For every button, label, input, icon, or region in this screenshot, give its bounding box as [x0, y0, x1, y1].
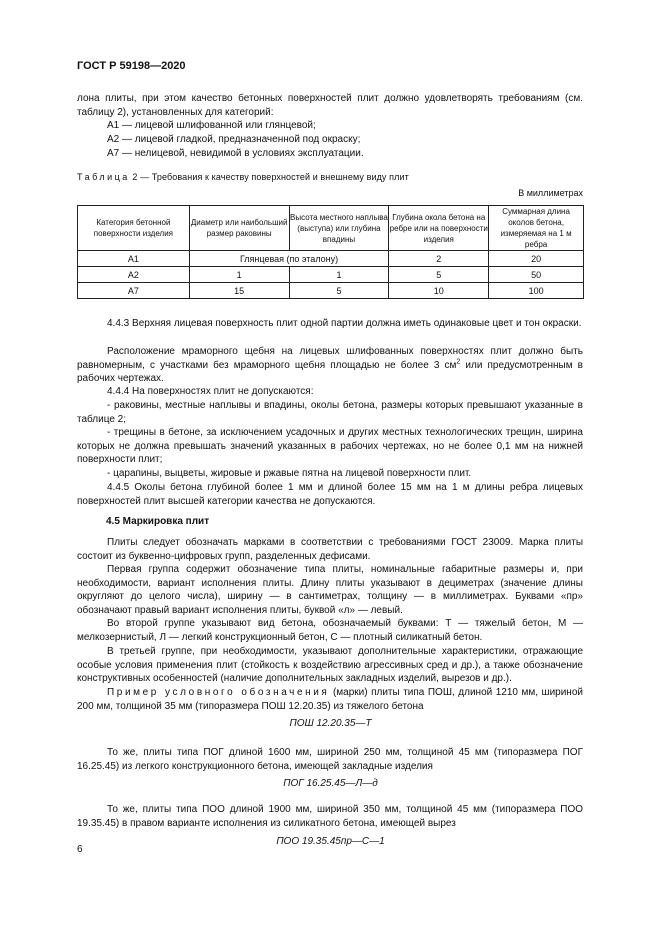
intro-paragraph: лона плиты, при этом качество бетонных поверхностей плит должно удовлетворять требованиям (см. таблицу 2), установленных для категорий: [77, 93, 583, 118]
cell-depth: 10 [389, 283, 489, 299]
cell-depth: 2 [389, 251, 489, 267]
category-a1: А1 — лицевой шлифованной или глянцевой; [107, 120, 316, 131]
surface-quality-table [77, 205, 584, 299]
clause-4-4-5: 4.4.5 Околы бетона глубиной более 1 мм и длиной более 15 мм на 1 м длины ребра лицевых поверхностей плит высшей категории качества не допускаются. [77, 482, 583, 507]
cell-depth: 5 [389, 267, 489, 283]
marking-paragraph: Плиты следует обозначать марками в соответствии с требованиями ГОСТ 23009. Марка плиты состоит из буквенно-цифровых групп, разделенных дефисами. [77, 537, 583, 562]
cell-sum: 50 [489, 267, 584, 283]
category-a7: А7 — нелицевой, невидимой в условиях эксплуатации. [107, 148, 364, 159]
marble-sup: 2 [456, 358, 461, 366]
category-a2: А2 — лицевой гладкой, предназначенной под окраску; [107, 134, 361, 145]
cell-category: А7 [78, 283, 190, 299]
cell-category: А1 [78, 251, 190, 267]
header-height: Высота местного наплыва (выступа) или глубина впадины [289, 206, 389, 251]
standard-header: ГОСТ Р 59198—2020 [77, 60, 186, 72]
example-formula: ПОГ 16.25.45—Л—д [283, 778, 378, 789]
defect-item: - раковины, местные наплывы и впадины, околы бетона, размеры которых превышают указанные в таблице 2; [77, 400, 583, 425]
defect-item: - трещины в бетоне, за исключением усадочных и других местных технологических трещин, ширина которых не должна превышать значений указанных в рабочих чертежах, но не более 0,1 мм на нижней поверхности плит; [77, 427, 583, 466]
table-header-row [78, 206, 584, 251]
header-category: Категория бетонной поверхности изделия [78, 206, 190, 251]
marking-paragraph: В третьей группе, при необходимости, указывают дополнительные характеристики, отражающие особые условия применения плит (стойкость к воздействию агрессивных сред и др.), а также обозначение конструктивных особенностей (наличие дополнительных закладных изделий, вырезов и др.). [77, 646, 583, 685]
header-total-length: Суммарная длина околов бетона, измеряемая на 1 м ребра [489, 206, 584, 251]
page-number: 6 [77, 844, 83, 855]
table-caption-word: Таблица [77, 172, 130, 182]
example-label: Пример условного обозначения [107, 687, 330, 698]
example-paragraph: То же, плиты типа ПОО длиной 1900 мм, шириной 350 мм, толщиной 45 мм (типоразмера ПОО 19.35.45) в правом варианте исполнения из силикатного бетона, имеющей вырез [77, 804, 583, 829]
table-row [78, 251, 584, 267]
marking-paragraph: Во второй группе указывают вид бетона, обозначаемый буквами: Т — тяжелый бетон, М — мелкозернистый, Л — легкий конструкционный бетон, С — плотный силикатный бетон. [77, 618, 583, 643]
cell-category: А2 [78, 267, 190, 283]
cell-height: 5 [289, 283, 389, 299]
section-title: 4.5 Маркировка плит [106, 516, 210, 527]
clause-4-4-4: 4.4.4 На поверхностях плит не допускаются: [107, 386, 314, 397]
marble-paragraph [77, 345, 583, 386]
table-row [78, 267, 584, 283]
example-formula: ПОШ 12.20.35—Т [289, 718, 372, 729]
cell-sum: 100 [489, 283, 584, 299]
header-depth: Глубина окола бетона на ребре или на поверхности изделия [389, 206, 489, 251]
table-caption [77, 172, 409, 182]
cell-diameter: 1 [189, 267, 289, 283]
table-caption-text: 2 — Требования к качеству поверхностей и внешнему виду плит [129, 172, 409, 182]
example-text: (марки) плиты типа ПОШ, длиной 1210 мм, шириной 200 мм, толщиной 35 мм (типоразмера ПОШ 12.20.35) из тяжелого бетона [77, 687, 583, 712]
table-units: В миллиметрах [518, 188, 583, 198]
defect-item: - царапины, выцветы, жировые и ржавые пятна на лицевой поверхности плит. [107, 468, 472, 479]
example-paragraph [77, 686, 583, 713]
cell-merged: Глянцевая (по эталону) [189, 251, 389, 267]
cell-diameter: 15 [189, 283, 289, 299]
clause-4-4-3: 4.4.3 Верхняя лицевая поверхность плит одной партии должна иметь одинаковые цвет и тон окраски. [107, 318, 582, 329]
example-paragraph: То же, плиты типа ПОГ длиной 1600 мм, шириной 250 мм, толщиной 45 мм (типоразмера ПОГ 16.25.45) из легкого конструкционного бетона, имеющей закладные изделия [77, 747, 583, 772]
example-formula: ПОО 19.35.45пр—С—1 [276, 836, 385, 847]
marble-text-a: Расположение мраморного щебня на лицевых шлифованных поверхностях плит должно быть равномерным, с участками без мраморного щебня площадью не более 3 см [77, 346, 583, 371]
cell-sum: 20 [489, 251, 584, 267]
marking-paragraph: Первая группа содержит обозначение типа плиты, номинальные габаритные размеры и, при необходимости, вариант исполнения плиты. Длину плиты указывают в дециметрах (значение длины округляют до целого числа), ширину — в сантиметрах, толщину — в миллиметрах. Буквами «пр» обозначают правый вариант исполнения плиты, буквой «л» — левый. [77, 564, 583, 616]
table-row [78, 283, 584, 299]
header-diameter: Диаметр или наибольший размер раковины [189, 206, 289, 251]
marble-text-b: или предусмотренным в рабочих чертежах. [77, 359, 583, 385]
cell-height: 1 [289, 267, 389, 283]
